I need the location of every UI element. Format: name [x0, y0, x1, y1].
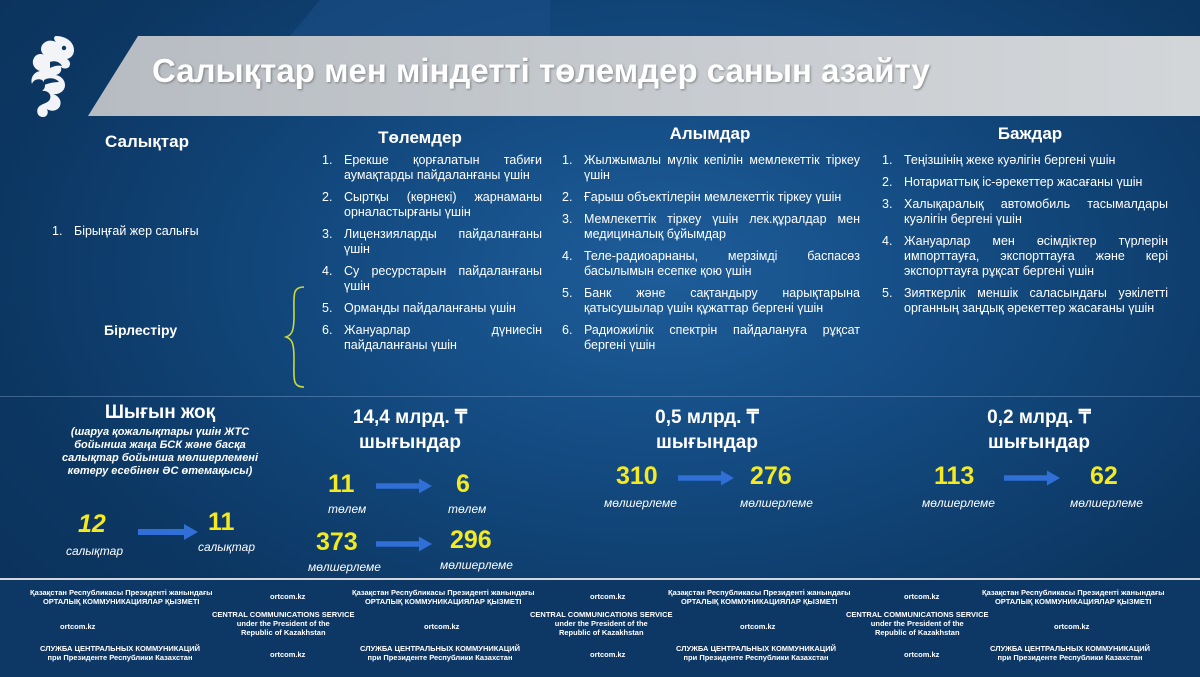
list-item	[882, 197, 1168, 227]
item-number: 1.	[322, 153, 333, 167]
duties-cost-label: шығындар	[988, 432, 1090, 453]
payments-rates-from-label: мөлшерлеме	[308, 560, 381, 574]
item-text: Сыртқы (көрнекі) жарнаманы орналастырғаны үшін	[344, 190, 542, 219]
payments-from-label: төлем	[328, 502, 367, 516]
footer-kz-block: Қазақстан Республикасы Президенті жанындағы ОРТАЛЫҚ КОММУНИКАЦИЯЛАР ҚЫЗМЕТІ	[352, 588, 535, 606]
fees-from-value: 310	[616, 462, 658, 490]
list-item	[322, 227, 542, 257]
footer-site: ortcom.kz	[590, 650, 626, 659]
taxes-to-value: 11	[208, 508, 235, 536]
fees-arrow-icon	[678, 470, 734, 486]
taxes-arrow-icon	[138, 524, 198, 540]
footer-site: ortcom.kz	[1054, 622, 1090, 631]
item-text: Нотариаттық іс-әрекеттер жасағаны үшін	[904, 175, 1143, 189]
duties-from-label: мөлшерлеме	[922, 496, 995, 510]
item-number: 4.	[322, 264, 333, 278]
taxes-from-value: 12	[78, 510, 106, 538]
item-number: 3.	[562, 212, 573, 226]
footer-en-block: CENTRAL COMMUNICATIONS SERVICE under the President of the Republic of Kazakhstan	[846, 610, 989, 637]
item-text: Халықаралық автомобиль тасымалдары куәлігін бергені үшін	[904, 197, 1168, 226]
footer-kz-block: Қазақстан Республикасы Президенті жанындағы ОРТАЛЫҚ КОММУНИКАЦИЯЛАР ҚЫЗМЕТІ	[982, 588, 1165, 606]
fees-list	[562, 153, 860, 360]
taxes-to-label: салықтар	[198, 540, 256, 554]
item-text: Ғарыш объектілерін мемлекеттік тіркеу үшін	[584, 190, 842, 204]
footer-site: ortcom.kz	[740, 622, 776, 631]
list-item	[882, 286, 1168, 316]
footer-site: ortcom.kz	[270, 592, 306, 601]
duties-from-value: 113	[934, 462, 975, 490]
duties-arrow-icon	[1004, 470, 1060, 486]
item-number: 2.	[562, 190, 573, 204]
item-number: 1.	[882, 153, 893, 167]
snow-leopard-emblem-icon	[26, 32, 86, 118]
payments-rates-to-label: мөлшерлеме	[440, 558, 513, 572]
item-number: 1.	[562, 153, 573, 167]
fees-cost-amount: 0,5 млрд. ₸	[655, 407, 759, 428]
item-number: 5.	[882, 286, 893, 300]
list-item	[882, 234, 1168, 279]
duties-to-value: 62	[1090, 462, 1118, 490]
item-number: 5.	[562, 286, 573, 300]
list-item	[882, 153, 1168, 168]
duties-list	[882, 153, 1168, 323]
list-item	[52, 224, 282, 239]
payments-rates-to-value: 296	[450, 526, 492, 554]
merge-label: Бірлестіру	[104, 322, 178, 338]
item-text: Теңізшінің жеке куәлігін бергені үшін	[904, 153, 1116, 167]
item-number: 2.	[882, 175, 893, 189]
payments-rates-arrow-icon	[376, 536, 432, 552]
footer-site: ortcom.kz	[904, 650, 940, 659]
item-number: 1.	[52, 224, 63, 238]
item-number: 3.	[882, 197, 893, 211]
footer-kz-block: Қазақстан Республикасы Президенті жанындағы ОРТАЛЫҚ КОММУНИКАЦИЯЛАР ҚЫЗМЕТІ	[668, 588, 851, 606]
item-text: Лицензияларды пайдаланғаны үшін	[344, 227, 542, 256]
list-item	[882, 175, 1168, 190]
payments-heading: Төлемдер	[378, 128, 462, 147]
footer-ru-block: СЛУЖБА ЦЕНТРАЛЬНЫХ КОММУНИКАЦИЙ при Президенте Республики Казахстан	[676, 644, 837, 662]
item-text: Мемлекеттік тіркеу үшін лек.құралдар мен медициналық бұйымдар	[584, 212, 860, 241]
item-number: 6.	[322, 323, 333, 337]
item-text: Радиожиілік спектрін пайдалануға рұқсат бергені үшін	[584, 323, 860, 352]
fees-heading: Алымдар	[669, 124, 751, 143]
duties-to-label: мөлшерлеме	[1070, 496, 1143, 510]
item-number: 6.	[562, 323, 573, 337]
list-item	[562, 286, 860, 316]
item-text: Зияткерлік меншік саласындағы уәкілетті органның заңдық әрекеттер жасағаны үшін	[904, 286, 1168, 315]
duties-heading: Баждар	[997, 124, 1063, 143]
footer-site: ortcom.kz	[904, 592, 940, 601]
payments-list	[322, 153, 542, 360]
list-item	[322, 323, 542, 353]
item-number: 2.	[322, 190, 333, 204]
section-divider	[0, 396, 1200, 397]
page-title: Салықтар мен міндетті төлемдер санын азайту	[152, 52, 930, 89]
footer-ru-block: СЛУЖБА ЦЕНТРАЛЬНЫХ КОММУНИКАЦИЙ при Президенте Республики Казахстан	[990, 644, 1151, 662]
taxes-list	[52, 224, 282, 246]
footer-kz-block: Қазақстан Республикасы Президенті жанындағы ОРТАЛЫҚ КОММУНИКАЦИЯЛАР ҚЫЗМЕТІ	[30, 588, 213, 606]
payments-to-value: 6	[456, 470, 470, 498]
footer-site: ortcom.kz	[424, 622, 460, 631]
fees-to-label: мөлшерлеме	[740, 496, 813, 510]
list-item	[562, 190, 860, 205]
payments-cost-amount: 14,4 млрд. ₸	[352, 407, 468, 428]
footer-ru-block: СЛУЖБА ЦЕНТРАЛЬНЫХ КОММУНИКАЦИЙ при Президенте Республики Казахстан	[360, 644, 521, 662]
payments-cost-label: шығындар	[359, 432, 461, 453]
footer-site: ortcom.kz	[590, 592, 626, 601]
item-number: 5.	[322, 301, 333, 315]
item-number: 3.	[322, 227, 333, 241]
footer-site: ortcom.kz	[270, 650, 306, 659]
fees-to-value: 276	[750, 462, 792, 490]
taxes-heading: Салықтар	[105, 132, 189, 151]
merge-brace-icon	[284, 285, 306, 389]
list-item	[322, 190, 542, 220]
item-number: 4.	[562, 249, 573, 263]
item-text: Орманды пайдаланғаны үшін	[344, 301, 516, 315]
item-number: 4.	[882, 234, 893, 248]
payments-to-label: төлем	[448, 502, 487, 516]
header-corner-stripe	[290, 0, 550, 36]
fees-from-label: мөлшерлеме	[604, 496, 677, 510]
item-text: Жануарлар дүниесін пайдаланғаны үшін	[344, 323, 542, 352]
item-text: Жылжымалы мүлік кепілін мемлекеттік тіркеу үшін	[584, 153, 860, 182]
fees-cost-label: шығындар	[656, 432, 758, 453]
item-text: Теле-радиоарнаны, мерзімді баспасөз басылымын есепке қою үшін	[584, 249, 860, 278]
list-item	[562, 323, 860, 353]
list-item	[322, 264, 542, 294]
footer-site: ortcom.kz	[60, 622, 96, 631]
taxes-summary-note: (шаруа қожалықтары үшін ЖТС бойынша жаңа БСК және басқа салықтар бойынша мөлшерлемені көтеру есебінен ӘС өтемақысы)	[61, 426, 259, 477]
list-item	[322, 301, 542, 316]
payments-rates-from-value: 373	[316, 528, 358, 556]
item-text: Банк және сақтандыру нарықтарына қатысушылар үшін құжаттар бергені үшін	[584, 286, 860, 315]
item-text: Су ресурстарын пайдаланғаны үшін	[344, 264, 542, 293]
duties-cost-amount: 0,2 млрд. ₸	[987, 407, 1091, 428]
taxes-summary-title: Шығын жоқ	[104, 402, 216, 423]
list-item	[562, 212, 860, 242]
footer-en-block: CENTRAL COMMUNICATIONS SERVICE under the President of the Republic of Kazakhstan	[530, 610, 673, 637]
footer-watermark	[0, 578, 1200, 677]
taxes-from-label: салықтар	[66, 544, 124, 558]
footer-en-block: CENTRAL COMMUNICATIONS SERVICE under the President of the Republic of Kazakhstan	[212, 610, 355, 637]
payments-arrow-icon	[376, 478, 432, 494]
item-text: Жануарлар мен өсімдіктер түрлерін импорттауға, экспорттауға және кері экспорттауға рұқсат бергені үшін	[904, 234, 1168, 278]
item-text: Ерекше қорғалатын табиғи аумақтарды пайдаланғаны үшін	[344, 153, 542, 182]
list-item	[562, 249, 860, 279]
list-item	[322, 153, 542, 183]
item-text: Бірыңғай жер салығы	[74, 224, 199, 238]
footer-ru-block: СЛУЖБА ЦЕНТРАЛЬНЫХ КОММУНИКАЦИЙ при Президенте Республики Казахстан	[40, 644, 201, 662]
list-item	[562, 153, 860, 183]
payments-from-value: 11	[328, 470, 355, 498]
